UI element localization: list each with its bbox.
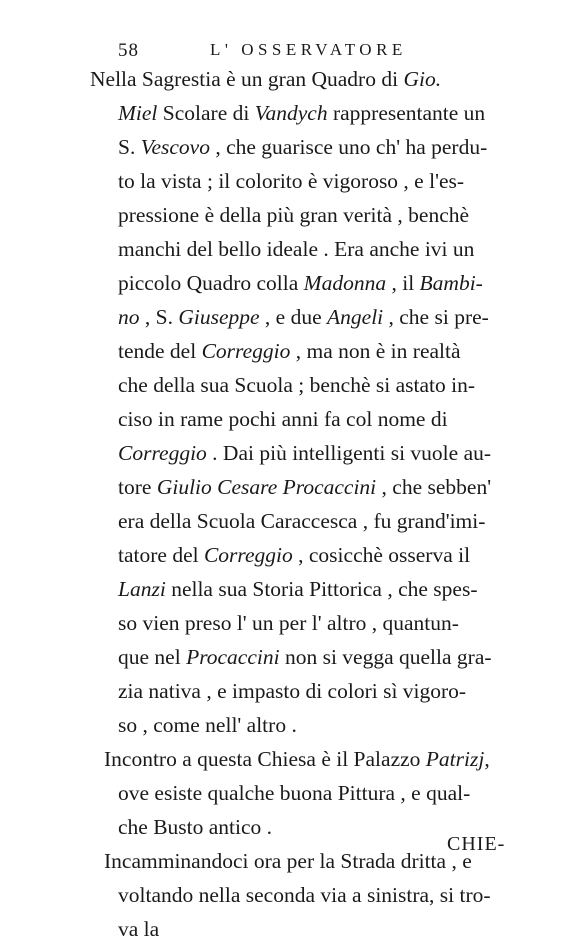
italic-segment: Angeli (327, 305, 384, 329)
italic-segment: Giulio Cesare Procaccini (156, 475, 377, 499)
text-line (118, 572, 477, 606)
text-segment: so , come nell' altro . (118, 713, 297, 737)
text-segment: , ma non è in realtà (290, 339, 461, 363)
text-line (118, 334, 461, 368)
text-line (118, 606, 459, 640)
text-segment: S. (118, 135, 141, 159)
text-line (118, 878, 491, 912)
text-segment: ove esiste qualche buona Pittura , e qual- (118, 781, 471, 805)
text-segment: Incamminandoci ora per la Strada dritta , e (104, 849, 472, 873)
text-segment: , che guarisce uno ch' ha perdu- (209, 135, 488, 159)
italic-segment: Vandych (254, 101, 328, 125)
text-line (118, 402, 448, 436)
italic-segment: Vescovo (140, 135, 210, 159)
text-line (118, 538, 470, 572)
text-segment: so vien preso l' un per l' altro , quantun- (118, 611, 459, 635)
text-line (118, 96, 485, 130)
italic-segment: Bambi- (419, 271, 483, 295)
text-segment: che della sua Scuola ; benchè si astato in- (118, 373, 476, 397)
text-segment: to la vista ; il colorito è vigoroso , e l'es- (118, 169, 465, 193)
text-line (118, 164, 464, 198)
text-segment: va la (118, 917, 160, 941)
italic-segment: Correggio (201, 339, 291, 363)
text-segment: non si vegga quella gra- (279, 645, 492, 669)
text-segment: Nella Sagrestia è un gran Quadro di (90, 67, 404, 91)
italic-segment: Madonna (303, 271, 387, 295)
text-segment: que nel (118, 645, 187, 669)
text-line (90, 62, 441, 96)
text-segment: , che si pre- (383, 305, 489, 329)
text-segment: Incontro a questa Chiesa è il Palazzo (104, 747, 426, 771)
text-line (118, 810, 272, 844)
italic-segment: Patrizj (425, 747, 485, 771)
text-segment: ciso in rame pochi anni fa col nome di (118, 407, 448, 431)
text-line (118, 130, 487, 164)
text-line (118, 436, 491, 470)
italic-segment: Miel (118, 101, 158, 125)
text-segment: , S. (139, 305, 179, 329)
text-line (118, 368, 475, 402)
text-line (118, 912, 159, 946)
text-segment: . Dai più intelligenti si vuole au- (206, 441, 492, 465)
text-segment: , e due (259, 305, 328, 329)
catchword: CHIE- (447, 833, 506, 855)
text-segment: nella sua Storia Pittorica , che spes- (165, 577, 478, 601)
italic-segment: Gio. (403, 67, 442, 91)
text-line (118, 266, 483, 300)
text-line (118, 640, 492, 674)
italic-segment: Lanzi (118, 577, 166, 601)
text-segment: , (484, 747, 490, 771)
text-line (118, 776, 470, 810)
text-segment: tatore del (118, 543, 204, 567)
text-line (118, 470, 491, 504)
text-segment: Scolare di (157, 101, 255, 125)
text-line (104, 742, 490, 776)
text-segment: , cosicchè osserva il (292, 543, 471, 567)
running-head: L' OSSERVATORE (210, 40, 407, 59)
text-segment: rappresentante un (327, 101, 486, 125)
text-line (118, 232, 474, 266)
text-line (118, 504, 485, 538)
italic-segment: Giuseppe (178, 305, 260, 329)
italic-segment: Correggio (203, 543, 293, 567)
text-line (118, 300, 489, 334)
text-segment: manchi del bello ideale . Era anche ivi un (118, 237, 475, 261)
italic-segment: Procaccini (186, 645, 280, 669)
text-line (118, 198, 469, 232)
text-segment: , che sebben' (376, 475, 492, 499)
page-number: 58 (118, 40, 139, 61)
text-segment: voltando nella seconda via a sinistra, si tro- (118, 883, 491, 907)
text-line (118, 674, 466, 708)
text-segment: zia nativa , e impasto di colori sì vigoro- (118, 679, 467, 703)
italic-segment: no (118, 305, 140, 329)
text-line (104, 844, 472, 878)
text-segment: che Busto antico . (118, 815, 273, 839)
italic-segment: Correggio (118, 441, 207, 465)
text-line (118, 708, 297, 742)
text-segment: tore (118, 475, 157, 499)
text-segment: , il (386, 271, 420, 295)
text-segment: piccolo Quadro colla (118, 271, 304, 295)
text-segment: tende del (118, 339, 202, 363)
text-segment: era della Scuola Caraccesca , fu grand'imi- (118, 509, 486, 533)
text-segment: pressione è della più gran verità , benchè (118, 203, 470, 227)
